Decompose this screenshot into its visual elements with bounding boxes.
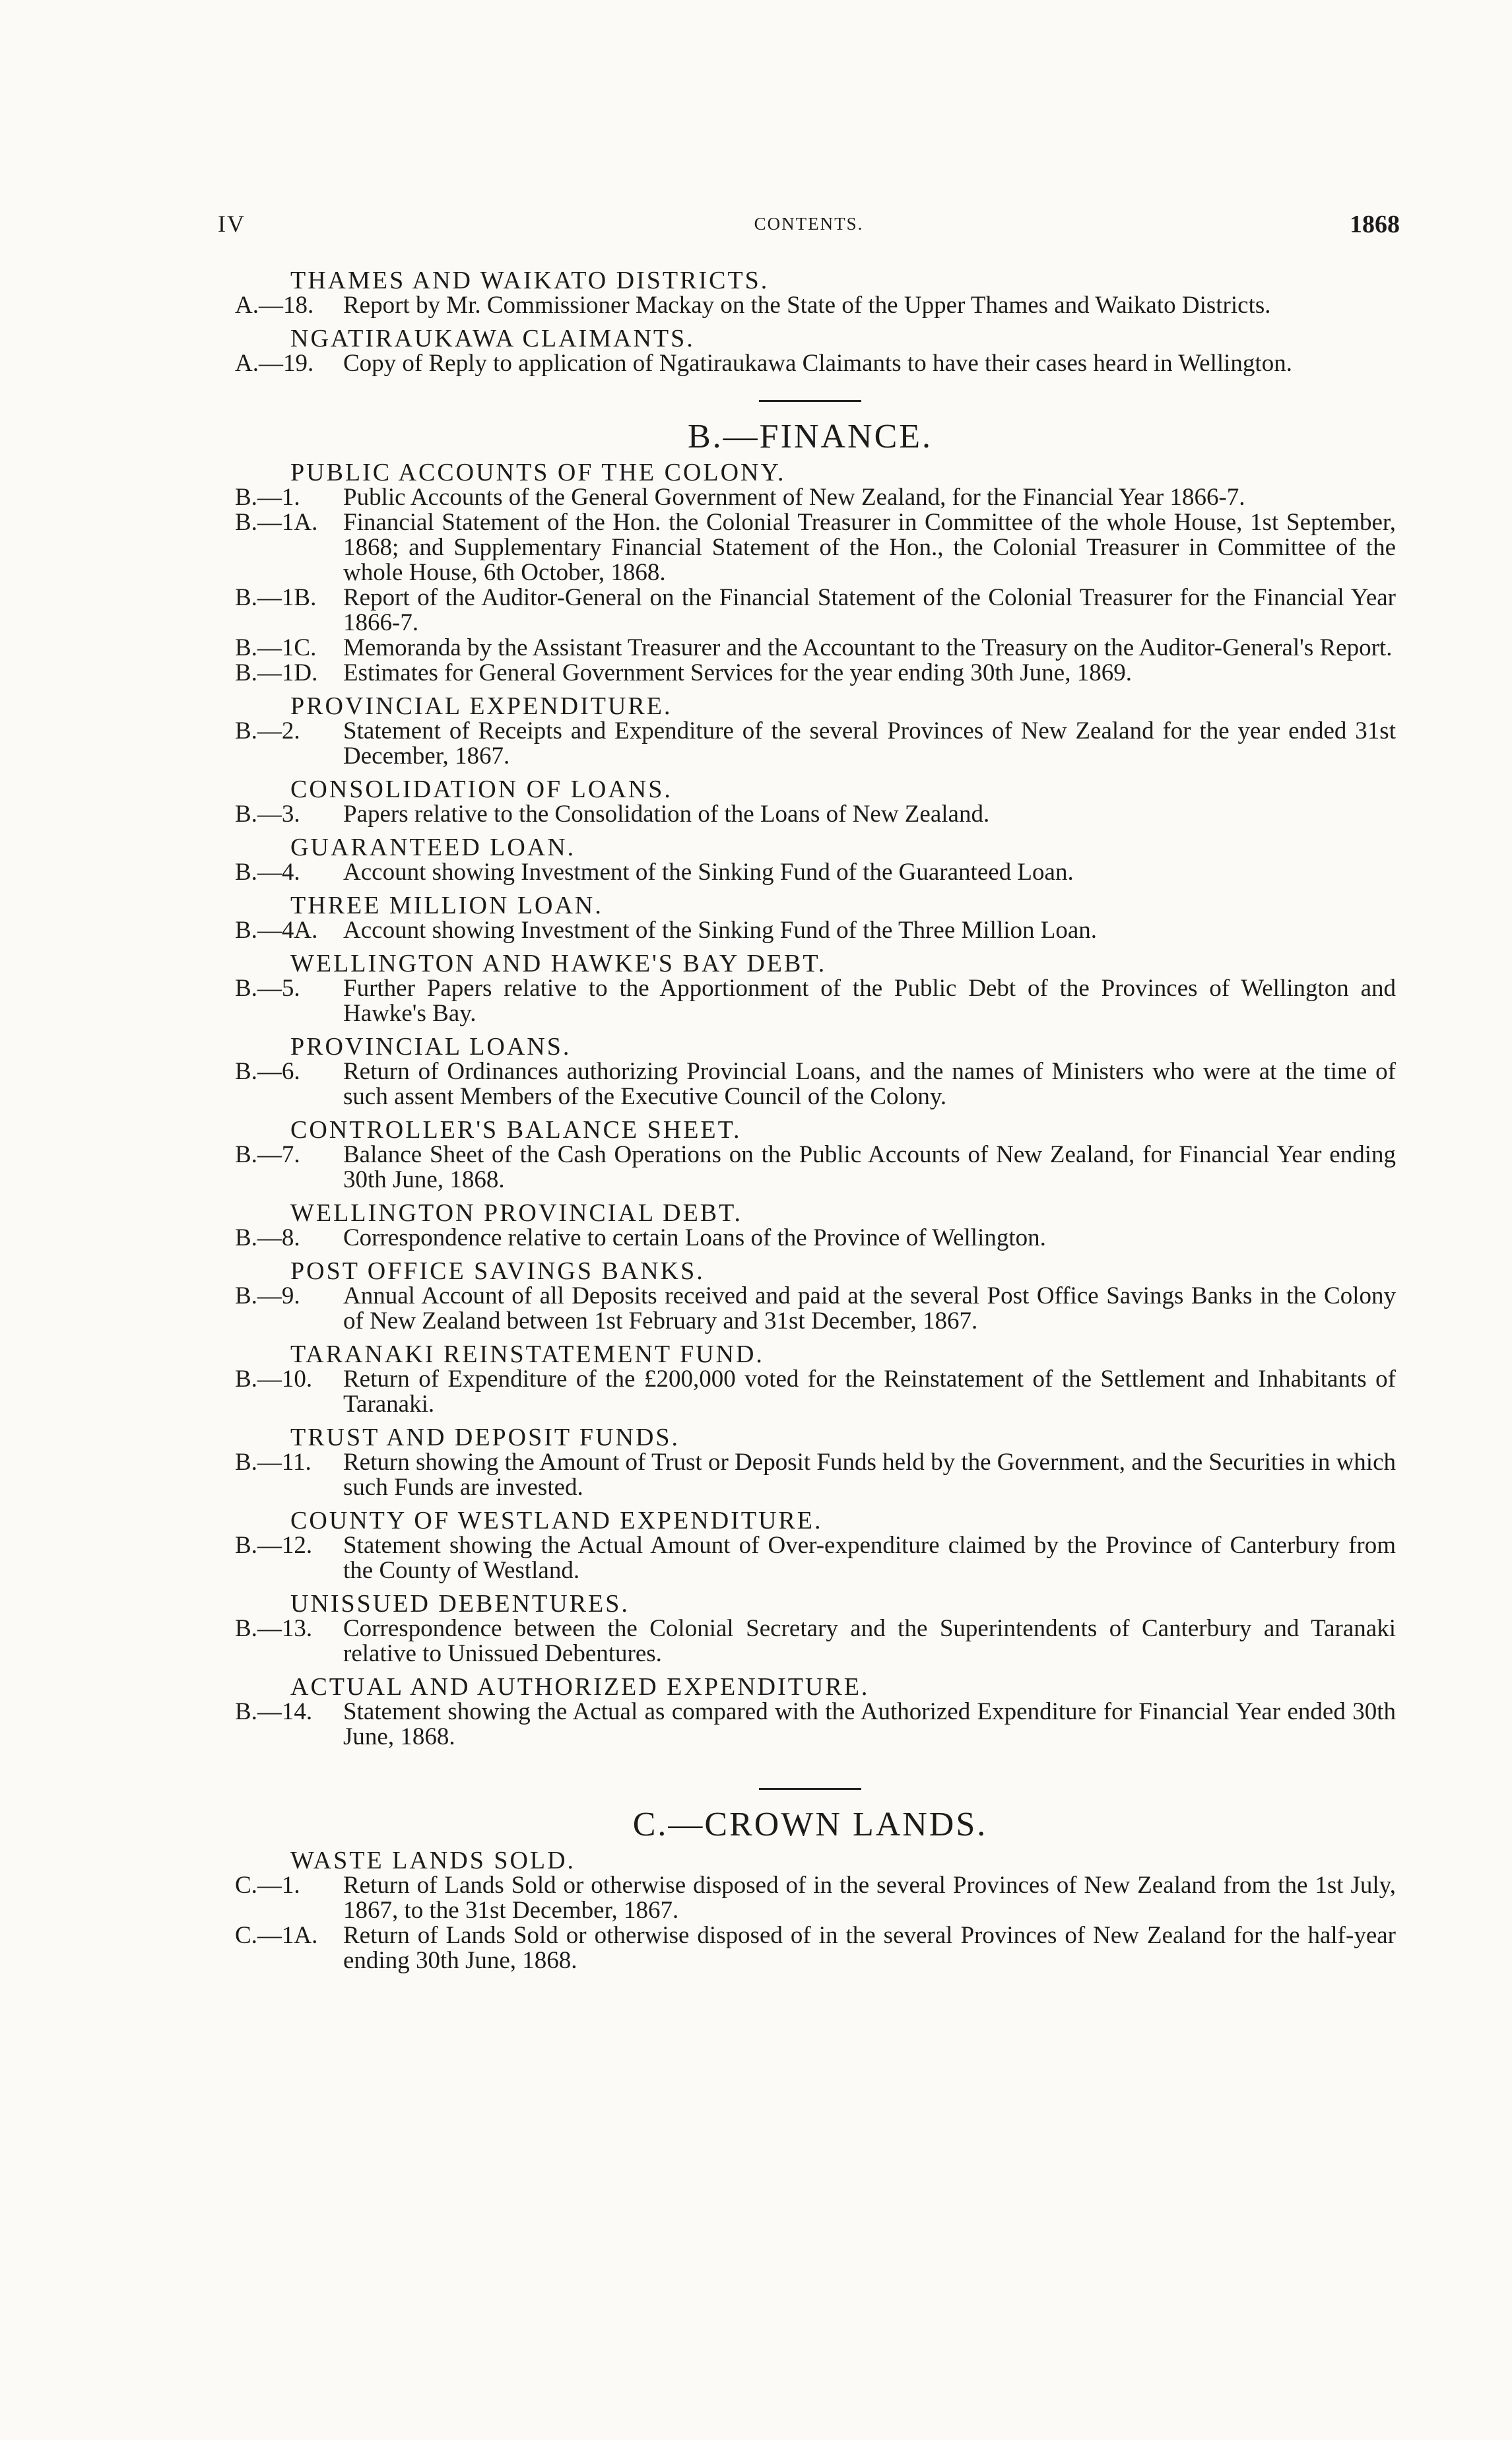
entry-code: B.—1A.: [235, 509, 318, 536]
subsection-heading: THREE MILLION LOAN.: [290, 892, 603, 919]
contents-entry: [224, 1923, 1396, 1973]
contents-entry: [224, 1533, 1396, 1583]
entry-code: B.—9.: [235, 1282, 300, 1309]
entry-text: Statement of Receipts and Expenditure of the several Provinces of New Zealand for the year ended 31st December, 1867.: [343, 717, 1396, 770]
entry-text: Annual Account of all Deposits received and paid at the several Post Office Savings Banks in the Colony of New Zealand between 1st February and 31st December, 1867.: [343, 1282, 1396, 1335]
subsection-heading: WASTE LANDS SOLD.: [290, 1847, 576, 1874]
subsection-heading: TRUST AND DEPOSIT FUNDS.: [290, 1424, 680, 1451]
entry-code: C.—1.: [235, 1872, 300, 1899]
entry-text: Copy of Reply to application of Ngatiraukawa Claimants to have their cases heard in Wellington.: [343, 350, 1292, 377]
entry-text: Report by Mr. Commissioner Mackay on the State of the Upper Thames and Waikato Districts.: [343, 292, 1271, 319]
entry-text: Return of Expenditure of the £200,000 voted for the Reinstatement of the Settlement and Inhabitants of Taranaki.: [343, 1366, 1396, 1418]
contents-entry: [224, 1059, 1396, 1109]
page-year: 1868: [1350, 211, 1400, 238]
contents-entry: [224, 661, 1396, 686]
entry-code: B.—8.: [235, 1224, 300, 1251]
subsection-heading: NGATIRAUKAWA CLAIMANTS.: [290, 325, 695, 352]
subsection-heading: THAMES AND WAIKATO DISTRICTS.: [290, 267, 770, 294]
contents-entry: [224, 1284, 1396, 1334]
entry-code: B.—6.: [235, 1058, 300, 1085]
entry-text: Correspondence between the Colonial Secretary and the Superintendents of Canterbury and Taranaki relative to Unissued Debentures.: [343, 1615, 1396, 1667]
entry-text: Return of Lands Sold or otherwise disposed of in the several Provinces of New Zealand from the 1st July, 1867, to the 31st December, 1867.: [343, 1872, 1396, 1924]
subsection-heading: CONSOLIDATION OF LOANS.: [290, 775, 673, 803]
contents-entry: [224, 976, 1396, 1026]
contents-entry: [224, 860, 1396, 885]
entry-text: Estimates for General Government Services for the year ending 30th June, 1869.: [343, 659, 1132, 686]
contents-entry: [224, 510, 1396, 585]
section-divider: [759, 1788, 861, 1790]
contents-entry: [224, 351, 1396, 376]
entry-text: Return of Lands Sold or otherwise disposed of in the several Provinces of New Zealand for the half-year ending 30th June, 1868.: [343, 1922, 1396, 1974]
page-header: [218, 210, 1400, 243]
entry-text: Statement showing the Actual as compared with the Authorized Expenditure for Financial Year ended 30th June, 1868.: [343, 1698, 1396, 1750]
entry-text: Report of the Auditor-General on the Financial Statement of the Colonial Treasurer for the Financial Year 1866-7.: [343, 584, 1396, 636]
contents-entry: [224, 1226, 1396, 1251]
subsection-heading: ACTUAL AND AUTHORIZED EXPENDITURE.: [290, 1673, 870, 1701]
contents-entry: [224, 918, 1396, 943]
entry-text: Financial Statement of the Hon. the Colonial Treasurer in Committee of the whole House, 1st September, 1868; and Supplementary Financial Statement of the Hon., the Colonial Treasurer in Committee of the whole House, 6th October, 1868.: [343, 509, 1396, 586]
section-divider: [759, 400, 861, 402]
entry-code: B.—12.: [235, 1532, 313, 1559]
entry-code: B.—7.: [235, 1141, 300, 1168]
entry-code: B.—1.: [235, 484, 300, 511]
entry-code: A.—18.: [235, 292, 314, 319]
contents-entry: [224, 636, 1396, 661]
contents-entry: [224, 1450, 1396, 1500]
contents-entry: [224, 585, 1396, 636]
subsection-heading: WELLINGTON AND HAWKE'S BAY DEBT.: [290, 950, 827, 977]
entry-code: B.—11.: [235, 1449, 312, 1476]
contents-entry: [224, 1142, 1396, 1193]
entry-code: C.—1A.: [235, 1922, 318, 1949]
entry-text: Correspondence relative to certain Loans of the Province of Wellington.: [343, 1224, 1046, 1251]
subsection-heading: PROVINCIAL LOANS.: [290, 1033, 572, 1061]
contents-entry: [224, 485, 1396, 510]
entry-code: B.—2.: [235, 717, 300, 744]
entry-text: Statement showing the Actual Amount of Over-expenditure claimed by the Province of Canterbury from the County of Westland.: [343, 1532, 1396, 1584]
subsection-heading: TARANAKI REINSTATEMENT FUND.: [290, 1340, 764, 1368]
contents-entry: [224, 719, 1396, 769]
entry-code: B.—14.: [235, 1698, 313, 1725]
contents-entry: [224, 1873, 1396, 1923]
running-title: CONTENTS.: [754, 214, 864, 234]
subsection-heading: POST OFFICE SAVINGS BANKS.: [290, 1257, 705, 1285]
subsection-heading: GUARANTEED LOAN.: [290, 834, 576, 861]
contents-entry: [224, 802, 1396, 827]
section-a-continued: [224, 268, 1396, 376]
contents-entry: [224, 1367, 1396, 1417]
entry-code: B.—4.: [235, 859, 300, 886]
entry-text: Return showing the Amount of Trust or Deposit Funds held by the Government, and the Securities in which such Funds are invested.: [343, 1449, 1396, 1501]
entry-text: Account showing Investment of the Sinking Fund of the Three Million Loan.: [343, 917, 1098, 944]
contents-entry: [224, 1616, 1396, 1666]
entry-code: B.—13.: [235, 1615, 313, 1642]
entry-text: Balance Sheet of the Cash Operations on the Public Accounts of New Zealand, for Financial Year ending 30th June, 1868.: [343, 1141, 1396, 1193]
section-b-title: B.—FINANCE.: [687, 418, 933, 455]
subsection-heading: PUBLIC ACCOUNTS OF THE COLONY.: [290, 459, 786, 486]
contents-body: [224, 260, 1396, 1973]
page-numeral: IV: [218, 211, 246, 237]
entry-code: B.—5.: [235, 975, 300, 1002]
entry-text: Papers relative to the Consolidation of the Loans of New Zealand.: [343, 801, 990, 828]
entry-text: Account showing Investment of the Sinking Fund of the Guaranteed Loan.: [343, 859, 1074, 886]
entry-code: B.—1C.: [235, 634, 317, 661]
entry-code: B.—10.: [235, 1366, 313, 1393]
contents-entry: [224, 1699, 1396, 1750]
section-c-title: C.—CROWN LANDS.: [632, 1806, 988, 1843]
entry-code: B.—1B.: [235, 584, 317, 611]
subsection-heading: UNISSUED DEBENTURES.: [290, 1590, 630, 1618]
subsection-heading: CONTROLLER'S BALANCE SHEET.: [290, 1116, 742, 1144]
section-c-list: [224, 1848, 1396, 1973]
entry-code: B.—4A.: [235, 917, 318, 944]
subsection-heading: WELLINGTON PROVINCIAL DEBT.: [290, 1199, 743, 1227]
entry-text: Return of Ordinances authorizing Provincial Loans, and the names of Ministers who were at the time of such assent Members of the Executive Council of the Colony.: [343, 1058, 1396, 1110]
subsection-heading: PROVINCIAL EXPENDITURE.: [290, 692, 673, 720]
subsection-heading: COUNTY OF WESTLAND EXPENDITURE.: [290, 1507, 823, 1534]
entry-text: Further Papers relative to the Apportionment of the Public Debt of the Provinces of Wellington and Hawke's Bay.: [343, 975, 1396, 1027]
entry-code: B.—3.: [235, 801, 300, 828]
contents-entry: [224, 293, 1396, 318]
entry-text: Memoranda by the Assistant Treasurer and the Accountant to the Treasury on the Auditor-General's Report.: [343, 634, 1393, 661]
entry-code: A.—19.: [235, 350, 314, 377]
entry-text: Public Accounts of the General Government of New Zealand, for the Financial Year 1866-7.: [343, 484, 1245, 511]
entry-code: B.—1D.: [235, 659, 318, 686]
section-b-list: [224, 460, 1396, 1750]
